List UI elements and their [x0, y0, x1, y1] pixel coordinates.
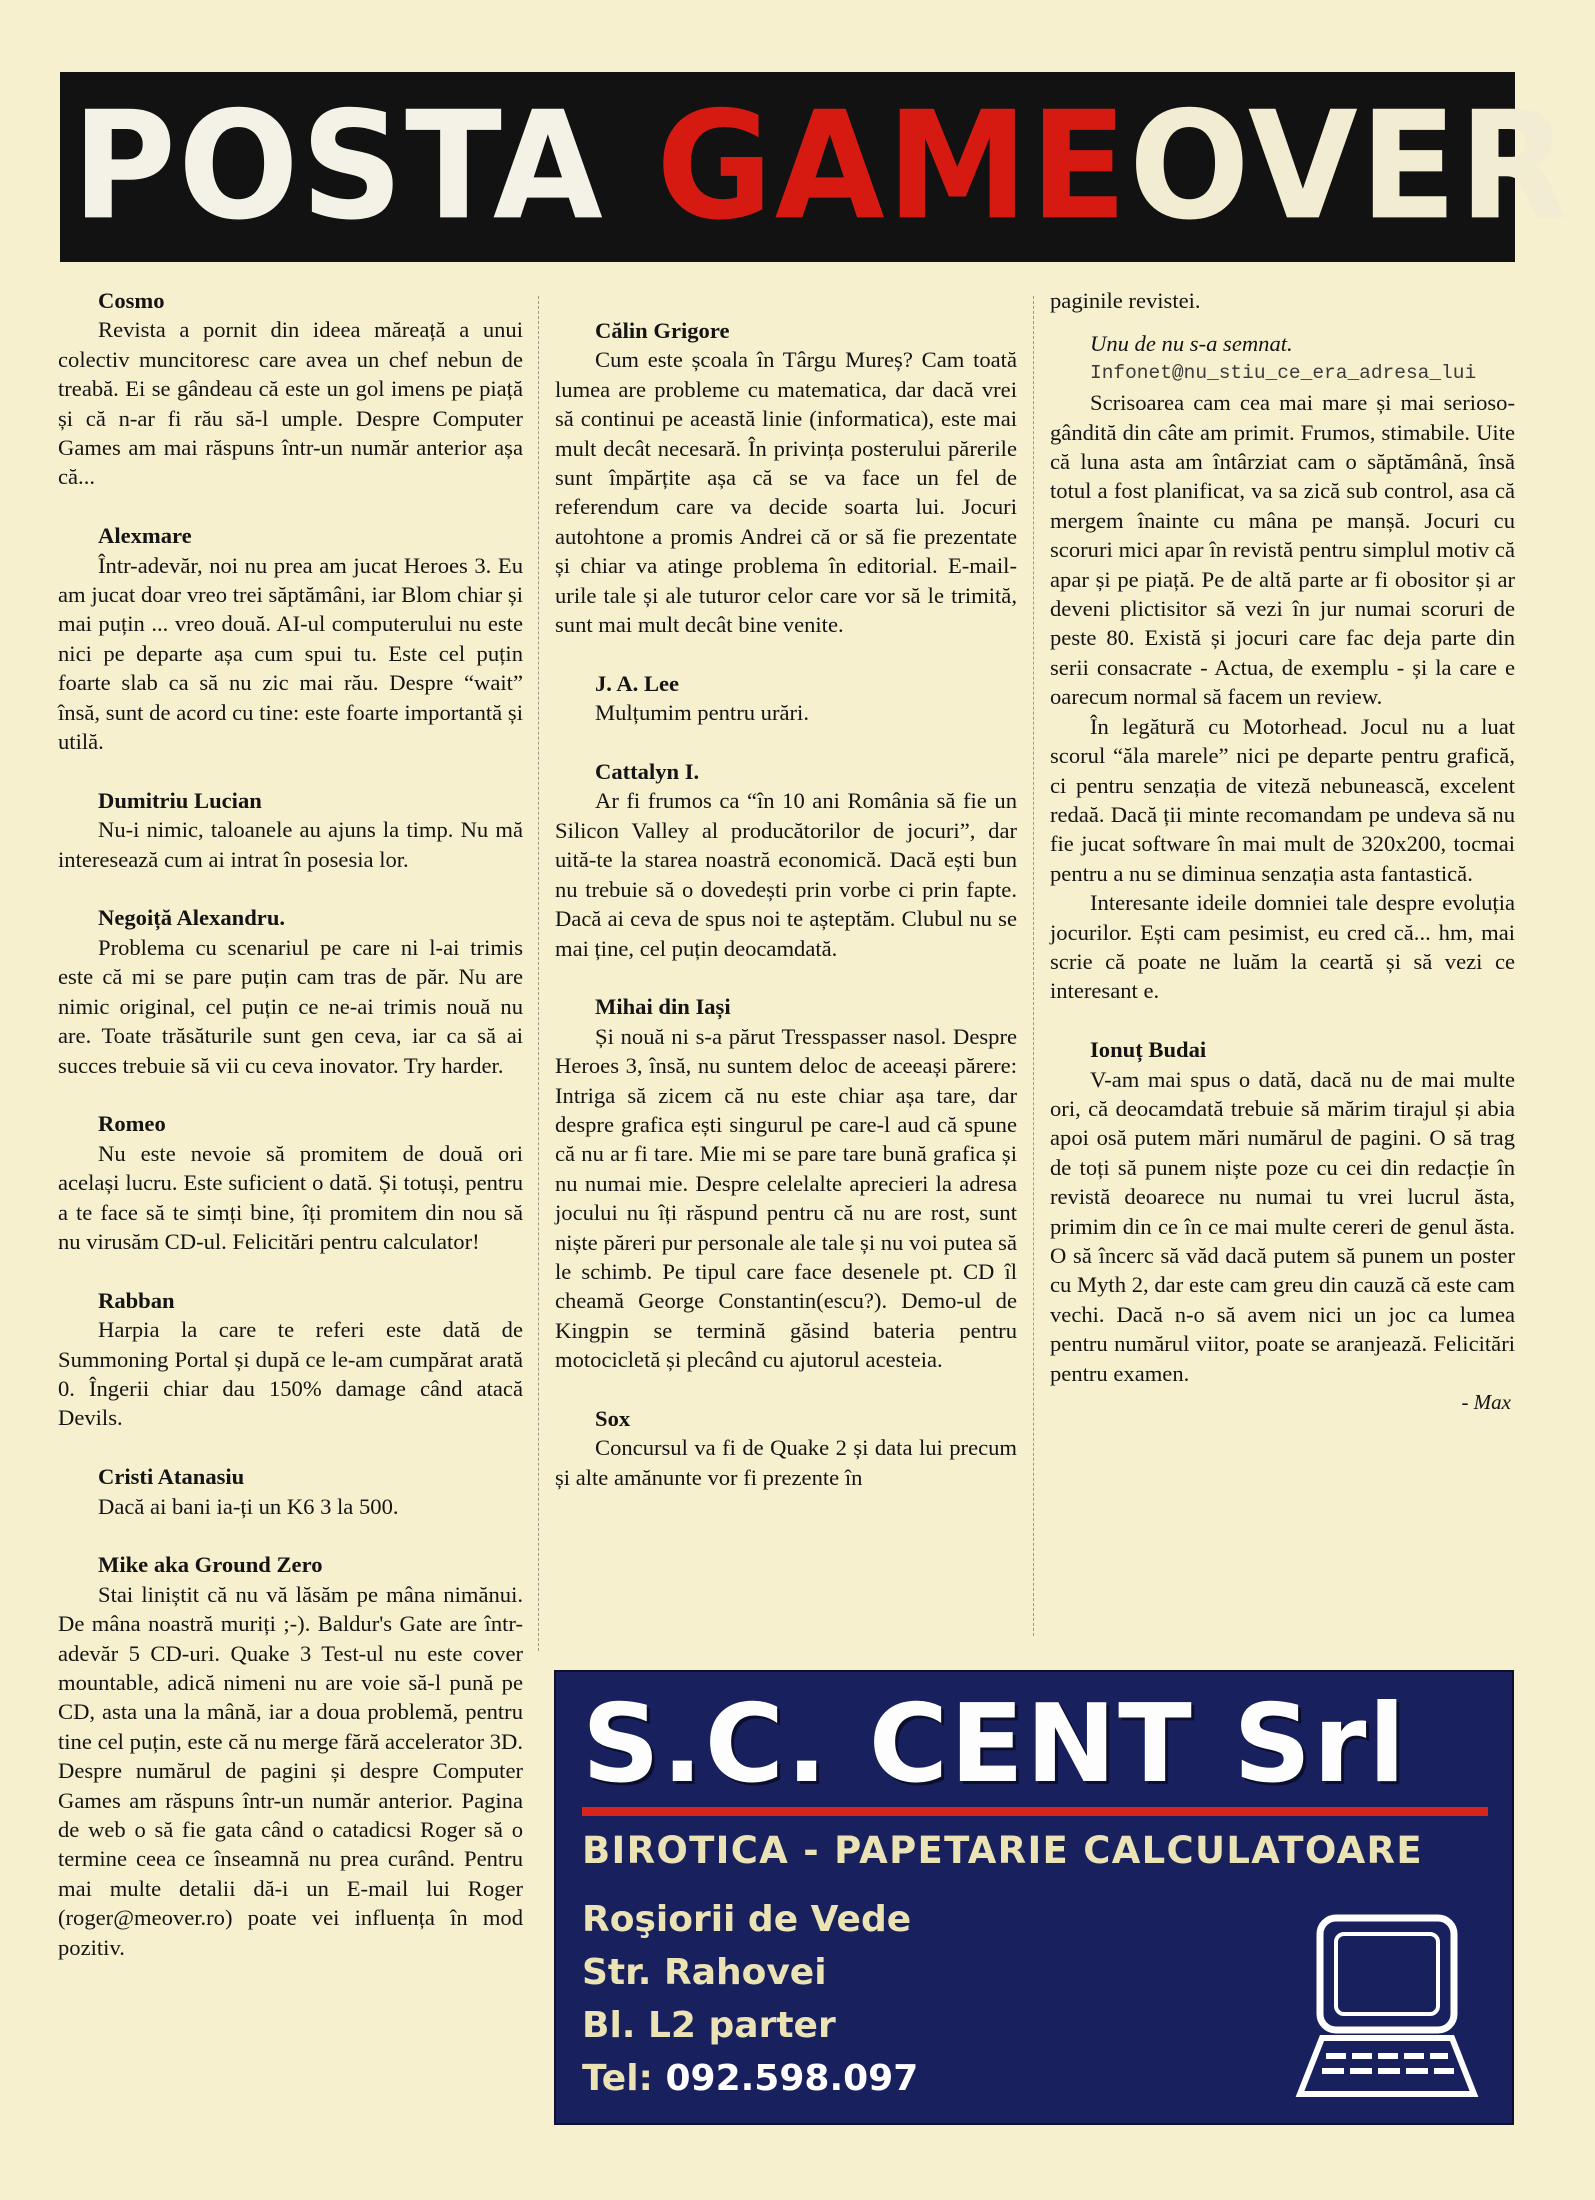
letter-section	[555, 992, 1017, 1374]
advertisement	[554, 1670, 1514, 2125]
title-part-game: GAME	[656, 79, 1129, 254]
ad-address-street: Str. Rahovei	[582, 1952, 827, 1993]
unsigned-letter	[1050, 329, 1515, 1005]
reply-paragraph: Dacă ai bani ia-ți un K6 3 la 500.	[98, 1493, 399, 1519]
letter-section	[58, 1109, 523, 1256]
letter-author: Sox	[595, 1405, 631, 1431]
ad-phone-number: 092.598.097	[665, 2058, 919, 2099]
letters-column-2	[555, 316, 1017, 1522]
ad-address-building: Bl. L2 parter	[582, 2005, 836, 2046]
column-divider-2	[1033, 296, 1034, 1636]
letter-section	[58, 1462, 523, 1521]
reply-paragraph: Stai liniștit că nu vă lăsăm pe mâna nimănui. De mâna noastră muriți ;-). Baldur's Gate are într-adevăr 5 CD-uri. Quake 3 Test-ul nu este cover mountable, adică nimeni nu are voie să-l pună pe CD, asta una la mână, iar a doua problemă, pentru tine cel puțin, este că nu merge fără accelerator 3D. Despre numărul de pagini și despre Computer Games am răspuns într-un număr anterior. Pagina de web o să fie gata când o catadicsi Roger să o termine ceea ce înseamnă nu prea curând. Pentru mai multe detalii dă-i un E-mail lui Roger (roger@meover.ro) poate vei influența în mod pozitiv.	[58, 1581, 523, 1960]
letter-author: Cristi Atanasiu	[98, 1464, 245, 1490]
reply-paragraph: Într-adevăr, noi nu prea am jucat Heroes 3. Eu am jucat doar vreo trei săptămâni, iar Blom chiar și mai puțin ... vreo două. AI-ul computerului nu este nici pe departe așa cum spui tu. Este cel puțin foarte slab ca să nu zic mai rău. Despre “wait” însă, sunt de acord cu tine: este foarte importantă și utilă.	[58, 552, 523, 755]
letter-author: Negoiță Alexandru.	[98, 905, 286, 931]
letter-section	[58, 786, 523, 874]
letter-author: Cosmo	[98, 288, 165, 313]
letter-author: Călin Grigore	[595, 318, 730, 343]
ad-red-rule	[582, 1807, 1488, 1816]
sender-email: Infonet@nu_stiu_ce_era_adresa_lui	[1090, 361, 1477, 384]
reply-paragraph: Interesante ideile domniei tale despre evoluția jocurilor. Ești cam pesimist, eu cred că... hm, mai scrie că poate ne luăm la ceartă și să vezi ce interesant e.	[1050, 890, 1515, 1004]
editor-signature: - Max	[1461, 1390, 1511, 1415]
reply-paragraph: În legătură cu Motorhead. Jocul nu a luat scorul “ăla marele” nici pe departe pentru grafică, ci pentru senzația de viteză nebunească, excelent redaă. Dacă ții minte recomandam pe undeva să nu fie jucat software în mai mult de 320x200, tocmai pentru a nu se diminua senzația asta fantastică.	[1050, 713, 1515, 886]
letter-section	[58, 1550, 523, 1962]
reply-paragraph: Problema cu scenariul pe care ni l-ai trimis este că mi se pare puțin cam tras de păr. Nu are nimic original, cel puțin ce ne-ai trimis nouă nu are. Toate trăsăturile sunt gen ceva, iar ca să ai succes trebuie să vii cu ceva inovator. Try harder.	[58, 934, 523, 1078]
title-part-over: OVER	[1129, 79, 1571, 254]
computer-icon	[1294, 1912, 1480, 2102]
reply-paragraph: Revista a pornit din ideea măreață a unui colectiv muncitoresc care avea un chef nebun de treabă. Ei se gândeau că este un gol imens pe piață și că n-ar fi rău să-l umple. Despre Computer Games am mai răspuns într-un număr anterior așa că...	[58, 317, 523, 490]
letter-author: Mike aka Ground Zero	[98, 1552, 323, 1578]
letter-author: Mihai din Iași	[595, 994, 731, 1020]
letter-author: Ionuț Budai	[1090, 1037, 1207, 1063]
letter-section	[555, 316, 1017, 639]
letter-author: Romeo	[98, 1111, 166, 1137]
ad-address-city: Roşiorii de Vede	[582, 1899, 912, 1940]
letter-author: Rabban	[98, 1287, 175, 1313]
letter-author: Dumitriu Lucian	[98, 787, 262, 813]
letter-section	[58, 903, 523, 1079]
reply-paragraph: V-am mai spus o dată, dacă nu de mai multe ori, că deocamdată trebuie să mărim tirajul și abia apoi osă putem mări numărul de pagini. O să trag de toți să punem niște poze cu cei din redacție în revistă deoarece nu numai tu vrei lucrul ăsta, primim din ce în ce mai multe cereri de genul ăsta. O să încerc să văd dacă putem să punem un poster cu Myth 2, dar este cam greu din cauză că este cam vechi. Dacă n-o să avem nici un joc ca lumea pentru numărul viitor, poate se aranjează. Felicitări pentru examen.	[1050, 1066, 1515, 1386]
reply-paragraph: Harpia la care te referi este dată de Summoning Portal și după ce le-am cumpărat arată 0. Îngerii chiar dau 150% damage când atacă Devils.	[58, 1317, 523, 1431]
letter-section	[555, 669, 1017, 728]
letter-section	[58, 286, 523, 492]
title-part-posta: POSTA	[72, 79, 605, 254]
letter-author: Alexmare	[98, 523, 192, 549]
reply-paragraph: Cum este școala în Târgu Mureș? Cam toată lumea are probleme cu matematica, dar dacă vrei să continui pe această linie (informatica), este mai mult decât necesară. În privința posterului părerile sunt împărțite așa că se va face un fel de referendum care va decide soarta lui. Jocuri autohtone a promis Andrei că or să fie prezentate și chiar va atinge problema în editorial. E-mail-urile tale și ale tuturor celor care vor să le trimită, sunt mai mult decât bine venite.	[555, 347, 1017, 638]
letter-ionut-budai	[1050, 1035, 1515, 1388]
ad-phone	[582, 2058, 918, 2099]
letter-author: Unu de nu s-a semnat.	[1090, 331, 1293, 357]
reply-paragraph: Mulțumim pentru urări.	[595, 700, 809, 726]
page-title	[72, 67, 1570, 267]
letter-author: J. A. Lee	[595, 670, 680, 696]
letter-section	[58, 1286, 523, 1433]
letters-column-3	[1050, 286, 1515, 1417]
column-divider-1	[538, 296, 539, 1651]
reply-paragraph: Ar fi frumos ca “în 10 ani România să fie un Silicon Valley al producătorilor de jocuri”, dar uită-te la starea noastră economică. Dacă ești bun nu trebuie să o dovedești prin vorbe ci prin fapte. Dacă ai ceva de spus noi te așteptăm. Clubul nu se mai ține, cel puțin deocamdată.	[555, 788, 1017, 961]
reply-paragraph: Și nouă ni s-a părut Tresspasser nasol. Despre Heroes 3, însă, nu suntem deloc de aceeași părere: Intriga să zicem că nu este chiar așa tare, dar despre grafica ești singurul pe care-l aud că spune că nu ar fi tare. Mie mi se pare tare bună grafica și nu numai mie. Despre celelalte aprecieri la adresa jocului nu îți răspund pentru că nu are rost, sunt niște păreri pur personale ale tale și nu voi putea să le schimb. Pe tipul care face desenele pt. CD îl cheamă George Constantin(escu?). Demo-ul de Kingpin se termină găsind bateria pentru motocicletă și plecând cu ajutorul acesteia.	[555, 1023, 1017, 1373]
letter-author: Cattalyn I.	[595, 759, 700, 785]
letter-section	[555, 1404, 1017, 1492]
letter-section	[58, 521, 523, 756]
header-banner	[60, 72, 1571, 262]
reply-paragraph: Concursul va fi de Quake 2 și data lui precum și alte amănunte vor fi prezente în	[555, 1435, 1017, 1490]
reply-paragraph: Scrisoarea cam cea mai mare și mai serioso-gândită din câte am primit. Frumos, stimabile. Uite că luna asta am întârziat cam o săptămână, însă totul a fost planificat, va sa zică sub control, asa că mergem înainte cu mâna pe manșă. Jocuri cu scoruri mici apar în revistă pentru simplul motiv că apar și pe piață. Pe de altă parte ar fi obositor și ar deveni plictisitor să vezi în jur numai scoruri de peste 80. Există și jocuri care fac deja parte din serii consacrate - Actua, de exemplu - și la care e oarecum normal să facem un review.	[1050, 390, 1515, 710]
ad-tagline: BIROTICA - PAPETARIE CALCULATOARE	[582, 1829, 1423, 1872]
ad-company-name: S.C. CENT Srl	[582, 1682, 1408, 1807]
reply-paragraph: Nu este nevoie să promitem de două ori același lucru. Este suficient o dată. Și totuși, pentru a te face să te simți bine, îți promitem din nou să nu virusăm CD-ul. Felicitări pentru calculator!	[58, 1140, 523, 1254]
reply-paragraph: Nu-i nimic, taloanele au ajuns la timp. Nu mă interesează cum ai intrat în posesia lor.	[58, 817, 523, 872]
letters-column-1	[58, 286, 523, 1991]
ad-phone-label: Tel:	[582, 2058, 653, 2099]
continued-text: paginile revistei.	[1050, 288, 1201, 313]
letter-section	[555, 757, 1017, 963]
